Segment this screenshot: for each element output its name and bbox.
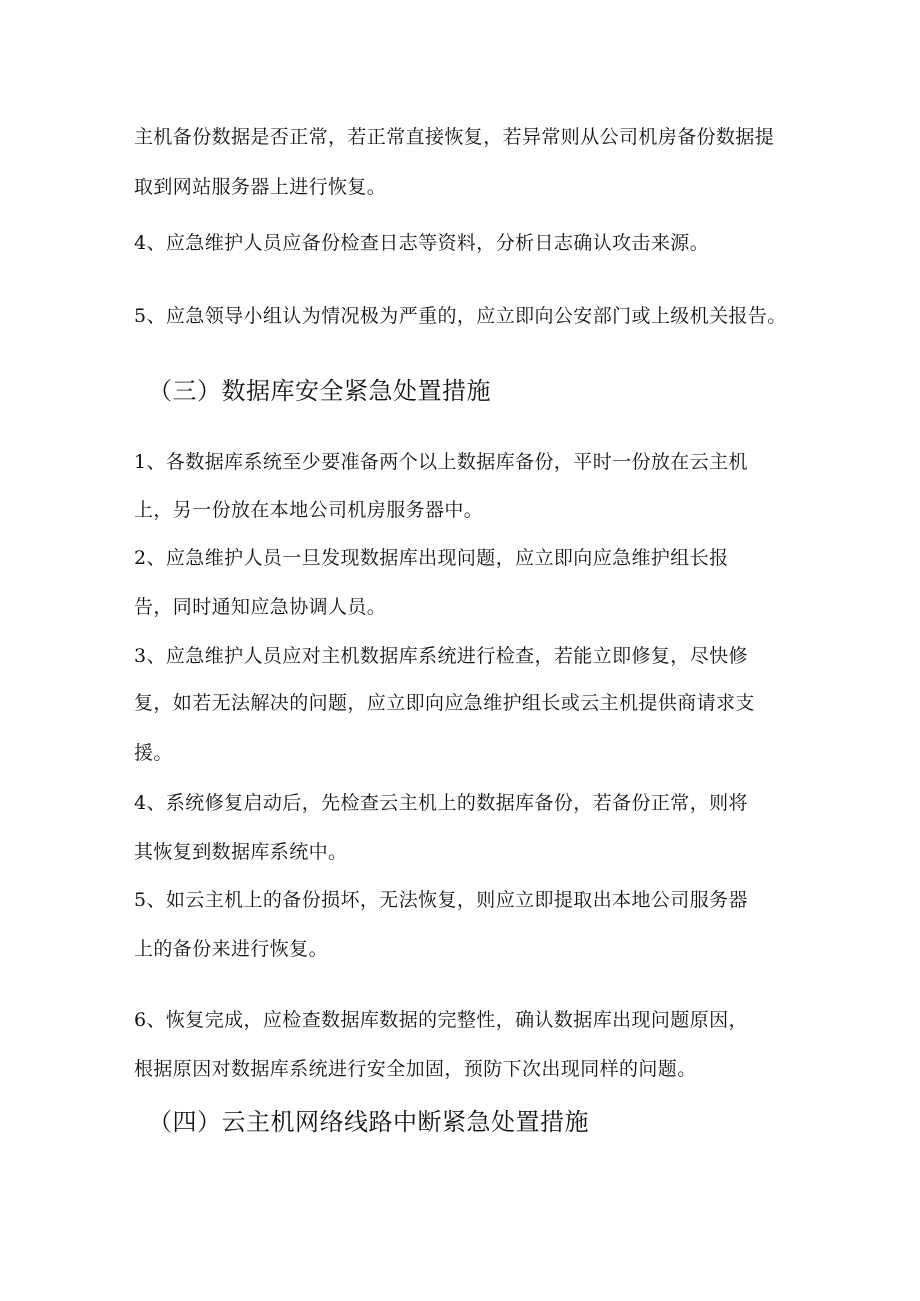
text-line: 4、系统修复启动后，先检查云主机上的数据库备份，若备份正常，则将 [134, 792, 748, 814]
text-line: 取到网站服务器上进行恢复。 [134, 176, 387, 198]
text-line: 上，另一份放在本地公司机房服务器中。 [134, 499, 484, 521]
section-heading-4: （四）云主机网络线路中断紧急处置措施 [148, 1108, 589, 1136]
text-line: 6、恢复完成，应检查数据库数据的完整性，确认数据库出现问题原因， [134, 1009, 748, 1031]
text-line: 4、应急维护人员应备份检查日志等资料，分析日志确认攻击来源。 [134, 232, 710, 254]
text-line: 援。 [134, 742, 173, 764]
text-line: 复，如若无法解决的问题，应立即向应急维护组长或云主机提供商请求支 [134, 692, 755, 714]
text-line: 上的备份来进行恢复。 [134, 938, 329, 960]
text-line: 2、应急维护人员一旦发现数据库出现问题，应立即向应急维护组长报 [134, 547, 729, 569]
text-line: 告，同时通知应急协调人员。 [134, 596, 387, 618]
text-line: 1、各数据库系统至少要准备两个以上数据库备份，平时一份放在云主机 [134, 451, 748, 473]
text-line: 5、应急领导小组认为情况极为严重的，应立即向公安部门或上级机关报告。 [134, 305, 787, 327]
text-line: 5、如云主机上的备份损坏，无法恢复，则应立即提取出本地公司服务器 [134, 889, 748, 911]
text-line: 根据原因对数据库系统进行安全加固，预防下次出现同样的问题。 [134, 1058, 697, 1080]
section-heading-3: （三）数据库安全紧急处置措施 [148, 377, 491, 405]
text-line: 3、应急维护人员应对主机数据库系统进行检查，若能立即修复，尽快修 [134, 645, 748, 667]
text-line: 主机备份数据是否正常，若正常直接恢复，若异常则从公司机房备份数据提 [134, 126, 775, 148]
text-line: 其恢复到数据库系统中。 [134, 841, 348, 863]
